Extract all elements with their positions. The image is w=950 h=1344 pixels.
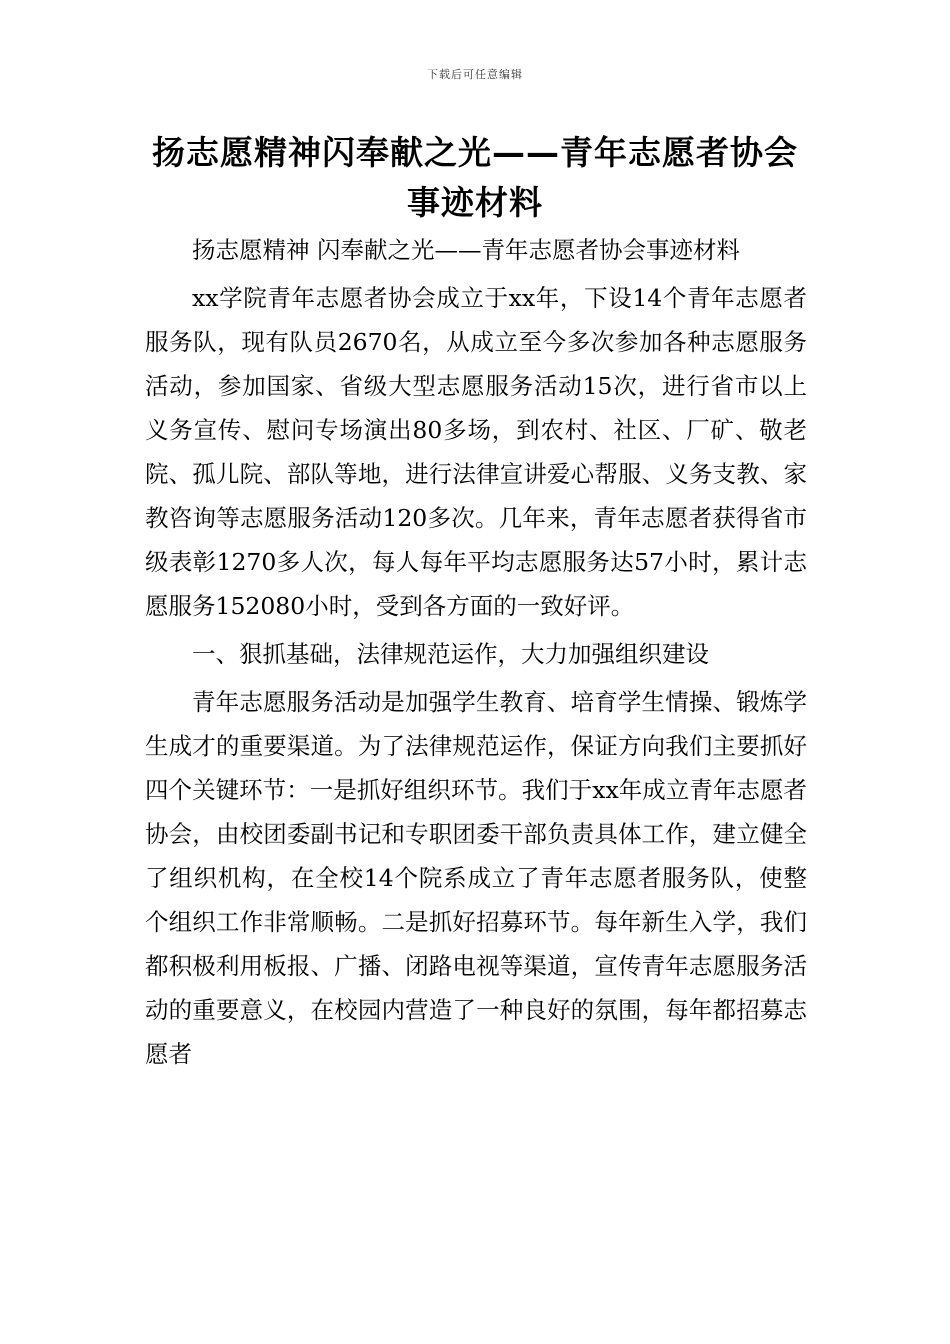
document-body bbox=[145, 228, 807, 1080]
section-heading: 一、狠抓基础，法律规范运作，大力加强组织建设 bbox=[192, 640, 709, 668]
paragraph-subtitle: 扬志愿精神 闪奉献之光——青年志愿者协会事迹材料 bbox=[192, 236, 740, 264]
document-title: 扬志愿精神闪奉献之光——青年志愿者协会事迹材料 bbox=[152, 133, 798, 222]
paragraph-intro: xx学院青年志愿者协会成立于xx年，下设14个青年志愿者服务队，现有队员2670名，从成立至今多次参加各种志愿服务活动，参加国家、省级大型志愿服务活动15次，进行省市以上义务宣传、慰问专场演出80多场，到农村、社区、厂矿、敬老院、孤儿院、部队等地，进行法律宣讲爱心帮服、义务支教、家教咨询等志愿服务活动120多次。几年来，青年志愿者获得省市级表彰1270多人次，每人每年平均志愿服务达57小时，累计志愿服务152080小时，受到各方面的一致好评。 bbox=[145, 284, 807, 620]
header-note: 下载后可任意编辑 bbox=[427, 68, 523, 81]
paragraph-section-one: 青年志愿服务活动是加强学生教育、培育学生情操、锻炼学生成才的重要渠道。为了法律规范运作，保证方向我们主要抓好四个关键环节：一是抓好组织环节。我们于xx年成立青年志愿者协会，由校团委副书记和专职团委干部负责具体工作，建立健全了组织机构，在全校14个院系成立了青年志愿者服务队，使整个组织工作非常顺畅。二是抓好招募环节。每年新生入学，我们都积极利用板报、广播、闭路电视等渠道，宣传青年志愿服务活动的重要意义，在校园内营造了一种良好的氛围，每年都招募志愿者 bbox=[145, 688, 807, 1068]
